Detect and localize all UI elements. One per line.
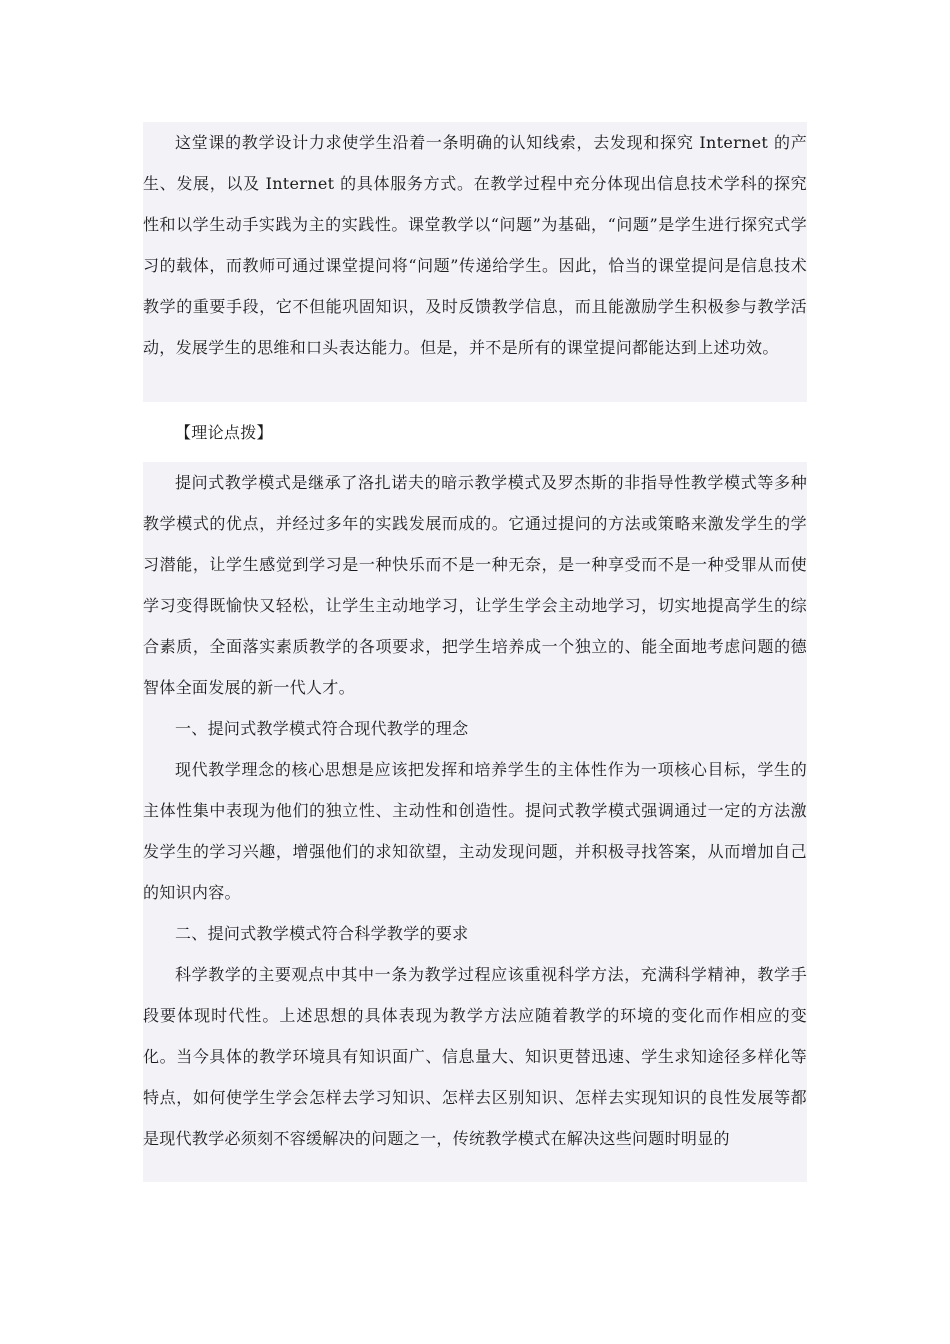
intro-text-block xyxy=(143,122,807,402)
point2-heading: 二、提问式教学模式符合科学教学的要求 xyxy=(175,924,469,943)
theory-paragraph: 提问式教学模式是继承了洛扎诺夫的暗示教学模式及罗杰斯的非指导性教学模式等多种教学模式的优点，并经过多年的实践发展而成的。它通过提问的方法或策略来激发学生的学习潜能，让学生感觉到学习是一种快乐而不是一种无奈，是一种享受而不是一种受罪从而使学习变得既愉快又轻松，让学生主动地学习，让学生学会主动地学习，切实地提高学生的综合素质，全面落实素质教学的各项要求，把学生培养成一个独立的、能全面地考虑问题的德智体全面发展的新一代人才。 xyxy=(143,473,807,697)
theory-text-block xyxy=(143,462,807,1182)
point2-paragraph: 科学教学的主要观点中其中一条为教学过程应该重视科学方法，充满科学精神，教学手段要体现时代性。上述思想的具体表现为教学方法应随着教学的环境的变化而作相应的变化。当今具体的教学环境具有知识面广、信息量大、知识更替迅速、学生求知途径多样化等特点，如何使学生学会怎样去学习知识、怎样去区别知识、怎样去实现知识的良性发展等都是现代教学必须刻不容缓解决的问题之一，传统教学模式在解决这些问题时明显的 xyxy=(143,965,807,1148)
point1-heading: 一、提问式教学模式符合现代教学的理念 xyxy=(175,719,469,738)
point1-paragraph: 现代教学理念的核心思想是应该把发挥和培养学生的主体性作为一项核心目标，学生的主体性集中表现为他们的独立性、主动性和创造性。提问式教学模式强调通过一定的方法激发学生的学习兴趣，增强他们的求知欲望，主动发现问题，并积极寻找答案，从而增加自己的知识内容。 xyxy=(143,760,807,902)
intro-paragraph: 这堂课的教学设计力求使学生沿着一条明确的认知线索，去发现和探究 Internet 的产生、发展，以及 Internet 的具体服务方式。在教学过程中充分体现出信息技术学科的探究性和以学生动手实践为主的实践性。课堂教学以“问题”为基础，“问题”是学生进行探究式学习的载体，而教师可通过课堂提问将“问题”传递给学生。因此，恰当的课堂提问是信息技术教学的重要手段，它不但能巩固知识，及时反馈教学信息，而且能激励学生积极参与教学活动，发展学生的思维和口头表达能力。但是，并不是所有的课堂提问都能达到上述功效。 xyxy=(143,133,807,357)
theory-section-heading: 【理论点拨】 xyxy=(175,423,273,442)
